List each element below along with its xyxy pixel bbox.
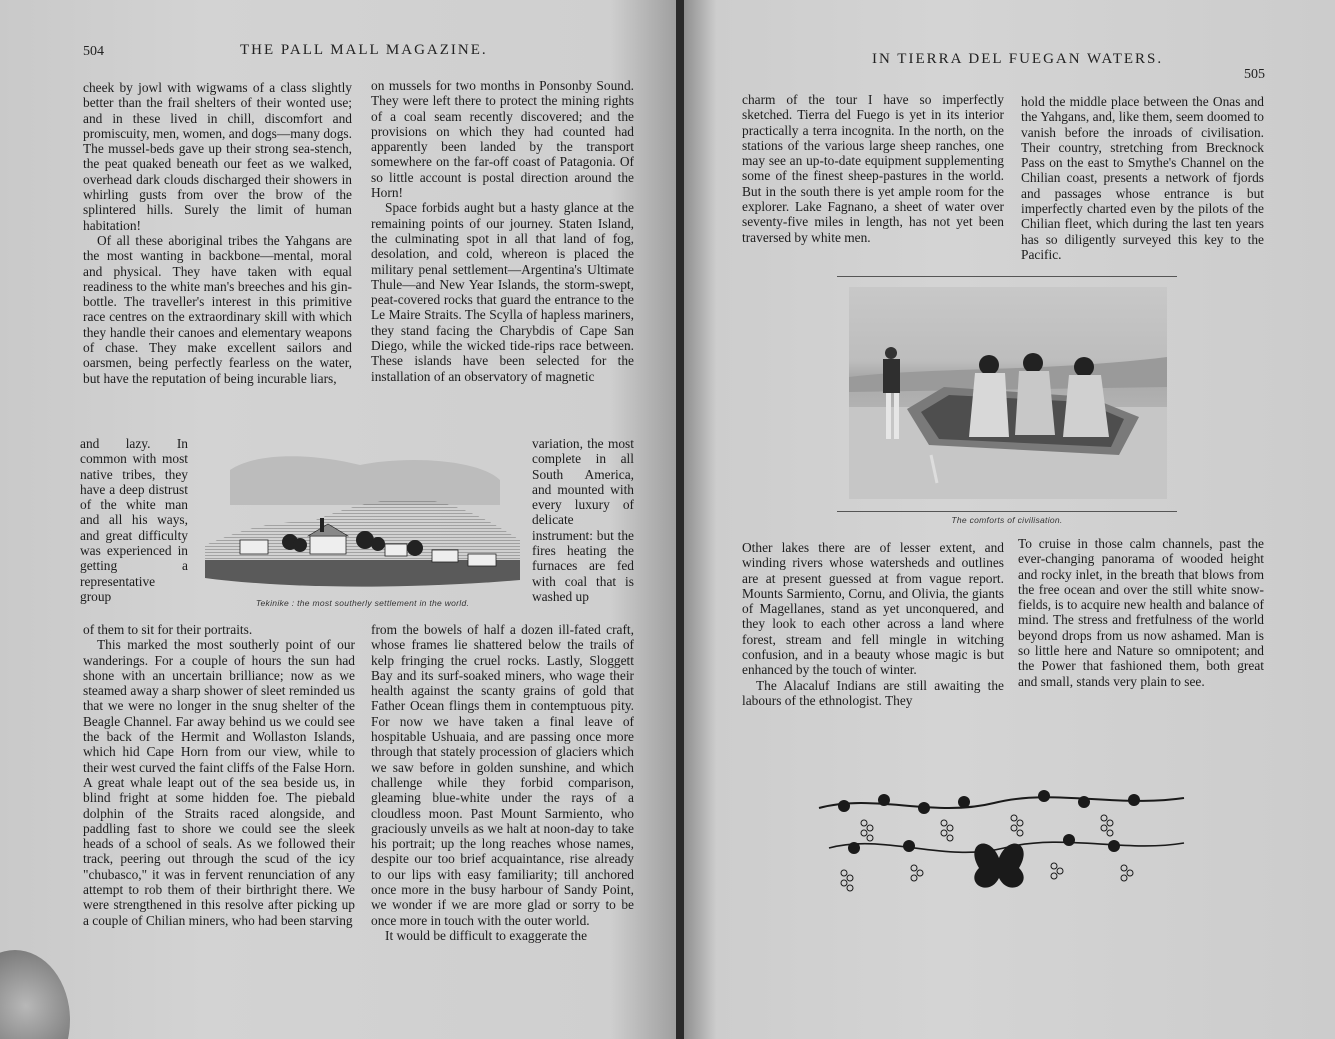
paragraph: charm of the tour I have so imperfectly sketched. Tierra del Fuego is yet in its interior practically a terra incognita. In the north, on the stations of the various large sheep ranches, one may see an up-to-date equipment supplementing some of the finest sheep-pastures in the world. But in the south there is yet ample room for the explorer. Lake Fagnano, a sheet of water over seventy-five miles in length, has not yet been traversed by white men. bbox=[742, 92, 1004, 245]
column-left-1 bbox=[83, 80, 352, 386]
paragraph: It would be difficult to exaggerate the bbox=[385, 927, 588, 943]
photograph bbox=[849, 287, 1167, 499]
paragraph: This marked the most southerly point of our wanderings. For a couple of hours the sun had shone with an uncertain brilliance; now as we steamed away a sharp shower of sleet reminded us that we were no longer in the snug shelter of the Beagle Channel. Far away behind us we could see the back of the Hermit and Wollaston Islands, which hid Cape Horn from our view, while to their west curved the faint cliffs of the False Horn. A great whale leapt out of the sea beside us, in blind fright at some hidden foe. The piebald dolphin of the Straits raced alongside, and paddling fast to shore we could see the sleek heads of a school of seals. As we followed their track, peering out through the scud of the icy "chubasco," it was in fervent renunciation of any attempt to rob them of their birthright there. We were strengthened in this resolve after picking up a couple of Chilian miners, who had been starving bbox=[83, 637, 355, 928]
running-header: IN TIERRA DEL FUEGAN WATERS. bbox=[872, 51, 1164, 67]
paragraph: To cruise in those calm channels, past the ever-changing panorama of wooded height and rocky inlet, in the breath that blows from the free ocean and over the still white snow-fields, is to acquire new health and balance of mind. The stress and fretfulness of the world beyond drops from us now ashamed. Man is so little here and Nature so omnipotent; and the Power that fashioned them, both great and small, stands very plain to see. bbox=[1018, 536, 1264, 689]
page-number: 504 bbox=[83, 44, 104, 59]
column-left-2-wrap bbox=[532, 436, 634, 604]
right-page bbox=[684, 0, 1335, 1039]
paragraph: on mussels for two months in Ponsonby Sound. They were left there to protect the mining rights of a coal seam recently discovered; and the provisions on which they had counted had apparently been landed by the transport somewhere on the far-off coast of Patagonia. Of so little account is postal direction around the Horn! bbox=[371, 78, 634, 201]
engraving-figure bbox=[200, 450, 525, 610]
paragraph: Other lakes there are of lesser extent, and winding rivers whose watersheds and outlines are at present guessed at from vague report. Mounts Sarmiento, Cornu, and Olivia, the giants of Magellanes, stand as yet unconquered, and they look to each other across a land where forest, stream and fell mingle in witching confusion, and in a beauty whose magic is but enhanced by the touch of winter. bbox=[742, 540, 1004, 678]
running-header: THE PALL MALL MAGAZINE. bbox=[240, 42, 488, 58]
thumb bbox=[0, 950, 70, 1039]
column-right-1-bottom bbox=[742, 540, 1004, 708]
paragraph: from the bowels of half a dozen ill-fated craft, whose frames lie shattered below the trails of kelp fringing the cruel rocks. Lastly, Sloggett Bay and its surf-soaked miners, who wage their health against the scanty grains of gold that Father Ocean flings them in contemptuous pity. For now we have taken a final leave of hospitable Ushuaia, and are passing once more through that stately procession of glaciers which we saw before in golden sunshine, and which challenge while they forbid comparison, gleaming blue-white under the rays of a cloudless moon. Past Mount Sarmiento, who graciously unveils as we halt at noon-day to take his portrait; up the long reaches whose names, despite our too brief acquaintance, rise already to our lips with easy familiarity; till anchored once more in the busy harbour of Sandy Point, we wonder if we are more glad or sorry to be once more in touch with the outer world. bbox=[371, 622, 634, 928]
paragraph: The Alacaluf Indians are still awaiting the labours of the ethnologist. They bbox=[742, 677, 1004, 708]
paragraph: variation, the most complete in all South America, and mounted with every luxury of delicate instrument: but the fires heating the furnaces are fed with coal that is washed up bbox=[532, 436, 634, 604]
page-number: 505 bbox=[1244, 67, 1265, 82]
column-left-2 bbox=[371, 78, 634, 384]
paragraph: cheek by jowl with wigwams of a class slightly better than the frail shelters of their wonted use; and in these lived in chill, discomfort and promiscuity, men, women, and dogs—many dogs. The mussel-beds gave up their strong sea-stench, the peat quaked beneath our feet as we walked, overhead dark clouds discharged their showers in whirling gusts from over the brow of the splintered hills. Surely the limit of human habitation! bbox=[83, 80, 352, 233]
column-left-1-lower bbox=[83, 622, 355, 928]
column-right-1-top bbox=[742, 92, 1004, 245]
paragraph: of them to sit for their portraits. bbox=[83, 622, 253, 637]
column-left-1-wrap bbox=[80, 436, 188, 604]
photograph-image bbox=[849, 287, 1167, 499]
paragraph: hold the middle place between the Onas and the Yahgans, and, like them, seem doomed to vanish before the inroads of civilisation. Their country, stretching from Brecknock Pass on the east to Smythe's Channel on the Chilian coast, presents a network of fjords and passages whose entrance is but imperfectly charted even by the pilots of the Chilian fleet, which during the last ten years has so diligently surveyed this key to the Pacific. bbox=[1021, 94, 1264, 262]
grapevine-ornament bbox=[814, 788, 1189, 917]
column-left-2-lower bbox=[371, 622, 634, 943]
photograph-figure bbox=[837, 276, 1177, 512]
paragraph: and lazy. In common with most native tribes, they have a deep distrust of the white man and all his ways, and great difficulty was experienced in getting a representative group bbox=[80, 436, 188, 604]
column-right-2-top bbox=[1021, 94, 1264, 262]
paragraph: Space forbids aught but a hasty glance at the remaining points of our journey. Staten Island, the culminating spot in all that land of fog, desolation, and cold, whereon is placed the military penal settlement—Argentina's Ultimate Thule—and New Year Islands, the storm-swept, peat-covered rocks that guard the entrance to the Le Maire Straits. The Scylla of hapless mariners, they stand facing the Charybdis of Cape San Diego, while the wicked tide-rips race between. These islands have been selected for the installation of an observatory of magnetic bbox=[371, 200, 634, 384]
vine-tailpiece-icon bbox=[814, 788, 1189, 913]
settlement-engraving bbox=[200, 450, 525, 590]
paragraph: Of all these aboriginal tribes the Yahgans are the most wanting in backbone—mental, moral and physical. They have taken with equal readiness to the white man's breeches and his gin-bottle. The traveller's interest in this primitive race centres on the extraordinary skill with which they handle their canoes and elementary weapons of chase. They make excellent sailors and oarsmen, being perfectly fearless on the water, but have the reputation of being incurable liars, bbox=[83, 232, 352, 386]
column-right-2-bottom bbox=[1018, 536, 1264, 689]
figure-caption: Tekinike : the most southerly settlement in the world. bbox=[255, 598, 470, 608]
photo-caption: The comforts of civilisation. bbox=[951, 515, 1063, 525]
